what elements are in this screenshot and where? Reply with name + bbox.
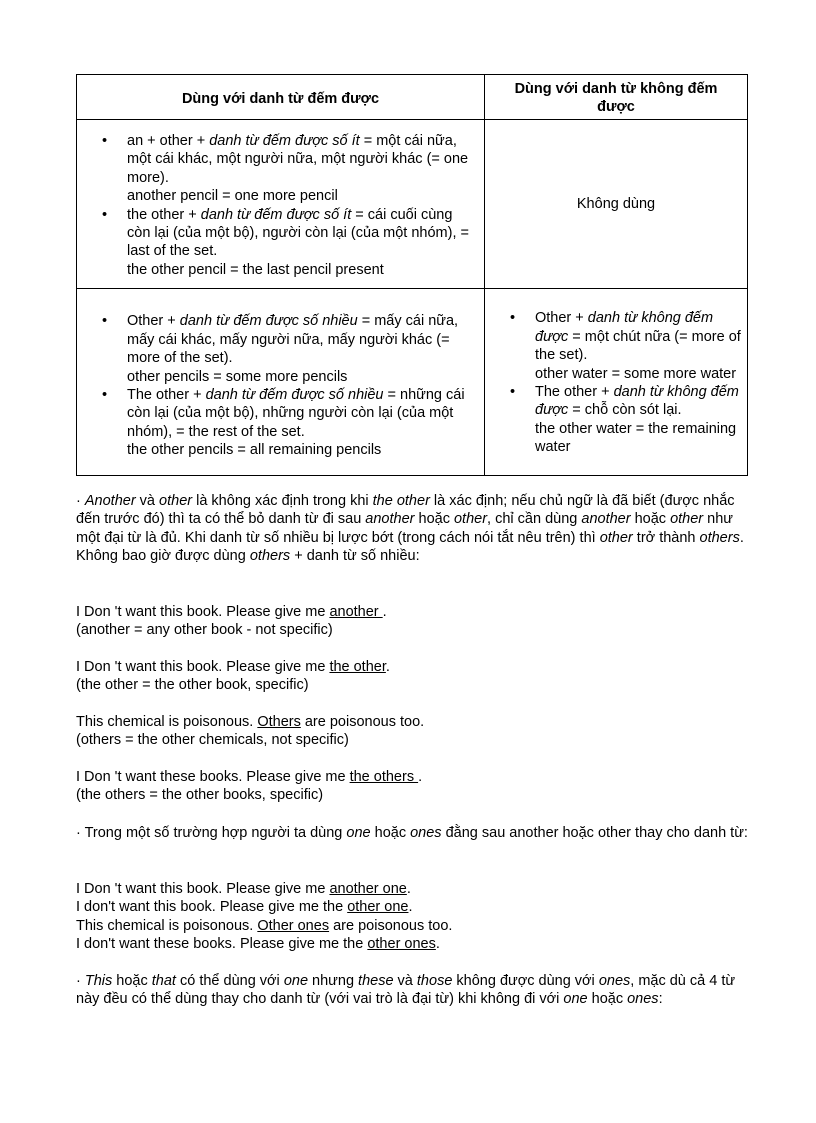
singular-countable-list [77, 132, 484, 279]
plural-countable-cell [77, 289, 485, 476]
plural-uncountable-cell [485, 289, 748, 476]
example-sentence: I Don 't want this book. Please give me the other. [76, 659, 390, 675]
rule-italic: danh từ không đếm được [535, 384, 739, 419]
singular-uncountable-cell: Không dùng [485, 120, 748, 289]
table-row-singular [77, 120, 748, 289]
note-another-other [76, 492, 748, 566]
rule-example: the other water = the remaining water [535, 420, 737, 456]
uncountable-list [485, 309, 747, 456]
example-sentence: I don't want this book. Please give me the other one. [76, 899, 413, 916]
rule-text: = những cái còn lại (của một bộ), những người còn lại (của một nhóm), = the rest of the set. [127, 387, 465, 440]
example-gloss: (the other = the other book, specific) [76, 677, 309, 694]
rule-example: other water = some more water [535, 365, 737, 382]
rule-text: = chỗ còn sót lại. [568, 402, 682, 419]
rule-example: the other pencils = all remaining pencils [127, 442, 382, 459]
rule-text: = một chút nữa (= more of the set). [535, 328, 741, 364]
example-block-2 [76, 658, 748, 695]
example-block-5 [76, 880, 748, 954]
header-uncountable: Dùng với danh từ không đếm được [485, 75, 748, 120]
rule-italic: danh từ đếm được số nhiều [205, 387, 384, 403]
rule-text: the other + [127, 206, 201, 223]
rule-text: = một cái nữa, một cái khác, một người nữa, một người khác (= one more). [127, 132, 469, 186]
rule-text: The other + [127, 387, 206, 403]
rule-text: = cái cuối cùng còn lại (của một bộ), người còn lại (của một nhóm), = last of the set. [127, 206, 469, 260]
list-item [77, 132, 484, 206]
note-one-ones [76, 824, 748, 842]
example-gloss: (another = any other book - not specific) [76, 622, 333, 639]
rule-text: an + other + [127, 132, 210, 149]
list-item [485, 309, 747, 383]
example-sentence: I Don 't want this book. Please give me another . [76, 604, 387, 620]
plural-countable-list [77, 312, 484, 459]
header-countable: Dùng với danh từ đếm được [77, 75, 485, 120]
table-row-plural [77, 289, 748, 476]
example-sentence: I don't want these books. Please give me the other ones. [76, 936, 440, 953]
example-sentence: I Don 't want these books. Please give me the others . [76, 769, 423, 785]
rule-example: another pencil = one more pencil [127, 188, 338, 205]
example-gloss: (the others = the other books, specific) [76, 787, 324, 804]
example-block-3 [76, 713, 748, 750]
rule-text: Other + [535, 310, 588, 327]
list-item [77, 386, 484, 460]
note-paragraph: · Trong một số trường hợp người ta dùng one hoặc ones đằng sau another hoặc other thay cho danh từ: [76, 825, 748, 841]
table-header-row [77, 75, 748, 120]
example-block-1 [76, 603, 748, 640]
example-block-4 [76, 768, 748, 805]
list-item [77, 206, 484, 280]
rule-text: The other + [535, 384, 614, 400]
rule-example: the other pencil = the last pencil present [127, 261, 384, 278]
note-this-that [76, 972, 748, 1009]
example-sentence: This chemical is poisonous. Other ones are poisonous too. [76, 917, 453, 934]
rule-italic: danh từ đếm được số ít [200, 206, 352, 223]
singular-countable-cell [77, 120, 485, 289]
rule-text: = mấy cái nữa, mấy cái khác, mấy người nữa, mấy người khác (= more of the set). [127, 313, 459, 367]
example-sentence: This chemical is poisonous. Others are poisonous too. [76, 714, 425, 730]
rule-text: Other + [127, 313, 180, 330]
rule-example: other pencils = some more pencils [127, 368, 348, 385]
note-paragraph: · This hoặc that có thể dùng với one nhưng these và those không được dùng với ones, mặc dù cả 4 từ này đều có thể dùng thay cho danh từ (với vai trò là đại từ) khi không đi với one hoặc ones: [76, 973, 736, 1008]
example-gloss: (others = the other chemicals, not specific) [76, 732, 349, 749]
list-item [485, 383, 747, 457]
rule-italic: danh từ đếm được số ít [209, 132, 360, 149]
note-paragraph: · Another và other là không xác định trong khi the other là xác định; nếu chủ ngữ là đã biết (được nhắc đến trước đó) thì ta có thể bỏ danh từ đi sau another hoặc other, chỉ cần dùng another hoặc other như một đại từ là đủ. Khi danh từ số nhiều bị lược bớt (trong cách nói tắt nêu trên) thì other trở thành others. Không bao giờ được dùng others + danh từ số nhiều: [76, 493, 744, 565]
list-item [77, 312, 484, 386]
grammar-table [76, 74, 748, 476]
rule-italic: danh từ không đếm được [535, 310, 714, 345]
rule-italic: danh từ đếm được số nhiều [179, 313, 358, 330]
example-sentence: I Don 't want this book. Please give me another one. [76, 881, 411, 897]
